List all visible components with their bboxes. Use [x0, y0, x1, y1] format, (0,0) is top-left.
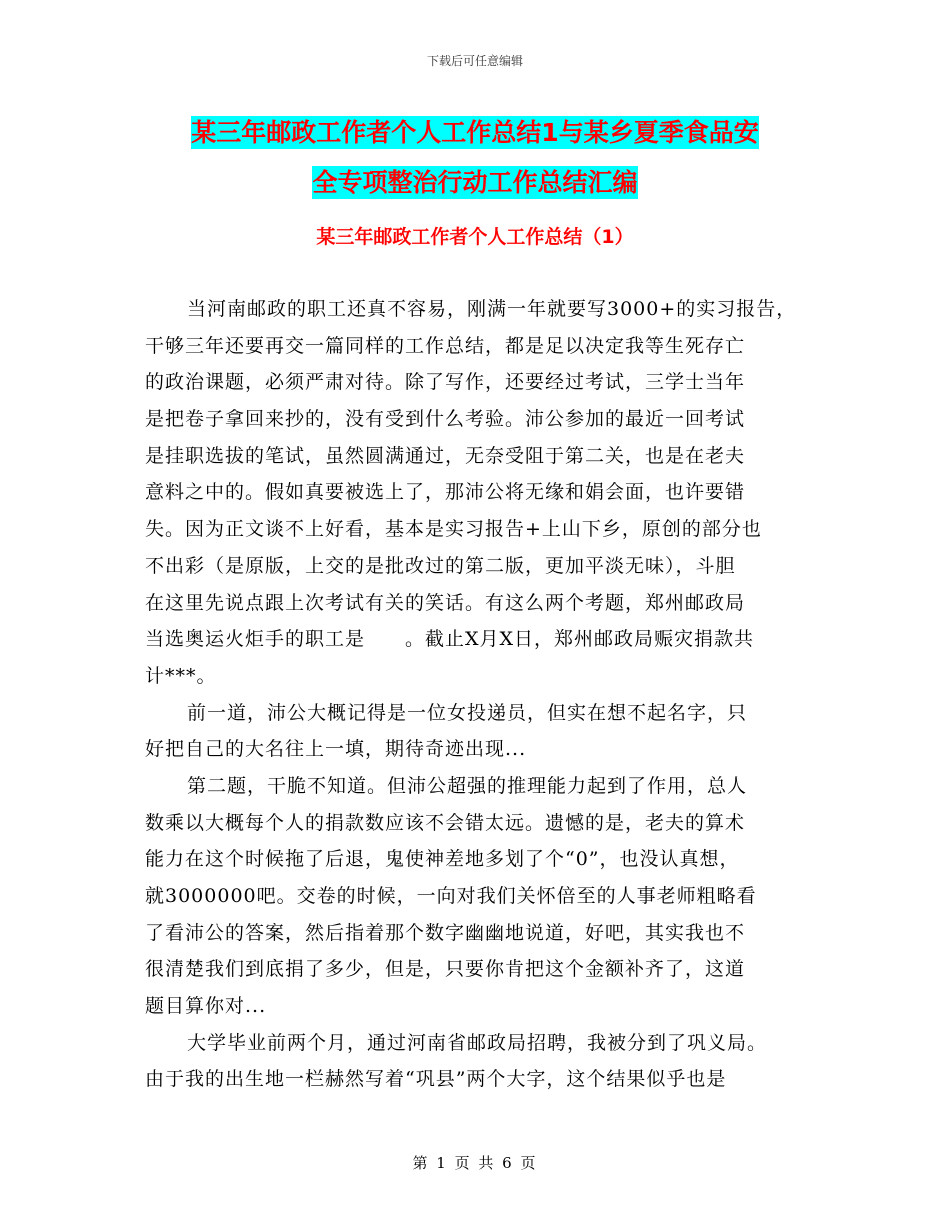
paragraph-line: 在这里先说点跟上次考试有关的笑话。有这么两个考题，郑州邮政局 — [145, 591, 746, 614]
paragraph-line: 第二题，干脆不知道。但沛公超强的推理能力起到了作用，总人 — [187, 774, 748, 797]
section-title: 某三年邮政工作者个人工作总结（1） — [316, 226, 634, 248]
paragraph-line: 的政治课题，必须严肃对待。除了写作，还要经过考试，三学士当年 — [145, 371, 746, 394]
paragraph-line: 了看沛公的答案，然后指着那个数字幽幽地说道，好吧，其实我也不 — [145, 921, 746, 944]
paragraph-line: 由于我的出生地一栏赫然写着“巩县”两个大字，这个结果似乎也是 — [145, 1068, 727, 1091]
paragraph-line: 能力在这个时候拖了后退，鬼使神差地多划了个“0”，也没认真想， — [145, 848, 740, 871]
paragraph-line: 好把自己的大名往上一填，期待奇迹出现... — [145, 738, 527, 761]
paragraph-line: 前一道，沛公大概记得是一位女投递员，但实在想不起名字，只 — [187, 701, 748, 724]
paragraph-line: 是挂职选拔的笔试，虽然圆满通过，无奈受阻于第二关，也是在老夫 — [145, 444, 746, 467]
paragraph-line: 当选奥运火炬手的职工是 。截止X月X日，郑州邮政局赈灾捐款共 — [145, 628, 755, 651]
paragraph-line: 很清楚我们到底捐了多少，但是，只要你肯把这个金额补齐了，这道 — [145, 958, 746, 981]
document-title-line-1: 某三年邮政工作者个人工作总结1与某乡夏季食品安 — [191, 118, 759, 147]
paragraph-line: 题目算你对... — [145, 995, 267, 1018]
paragraph-line: 不出彩（是原版，上交的是批改过的第二版，更加平淡无味），斗胆 — [145, 554, 736, 577]
document-title — [0, 108, 950, 208]
paragraph-line: 当河南邮政的职工还真不容易，刚满一年就要写3000+的实习报告， — [187, 298, 797, 320]
paragraph-line: 意料之中的。假如真要被选上了，那沛公将无缘和娟会面，也许要错 — [145, 481, 746, 504]
paragraph-line: 计***。 — [145, 664, 217, 687]
paragraph-line: 失。因为正文谈不上好看，基本是实习报告+上山下乡，原创的部分也 — [145, 518, 762, 541]
document-title-line-2: 全专项整治行动工作总结汇编 — [312, 168, 638, 197]
paragraph-line: 就3000000吧。交卷的时候，一向对我们关怀倍至的人事老师粗略看 — [145, 885, 757, 907]
paragraph-line: 干够三年还要再交一篇同样的工作总结，都是足以决定我等生死存亡 — [145, 334, 746, 357]
page-number-footer: 第 1 页 共 6 页 — [412, 1154, 538, 1172]
paragraph-line: 是把卷子拿回来抄的，没有受到什么考验。沛公参加的最近一回考试 — [145, 408, 746, 431]
page-header-note: 下载后可任意编辑 — [426, 54, 523, 68]
paragraph-line: 数乘以大概每个人的捐款数应该不会错太远。遗憾的是，老夫的算术 — [145, 811, 746, 834]
paragraph-line: 大学毕业前两个月，通过河南省邮政局招聘，我被分到了巩义局。 — [187, 1031, 768, 1054]
body-text — [145, 291, 835, 1098]
